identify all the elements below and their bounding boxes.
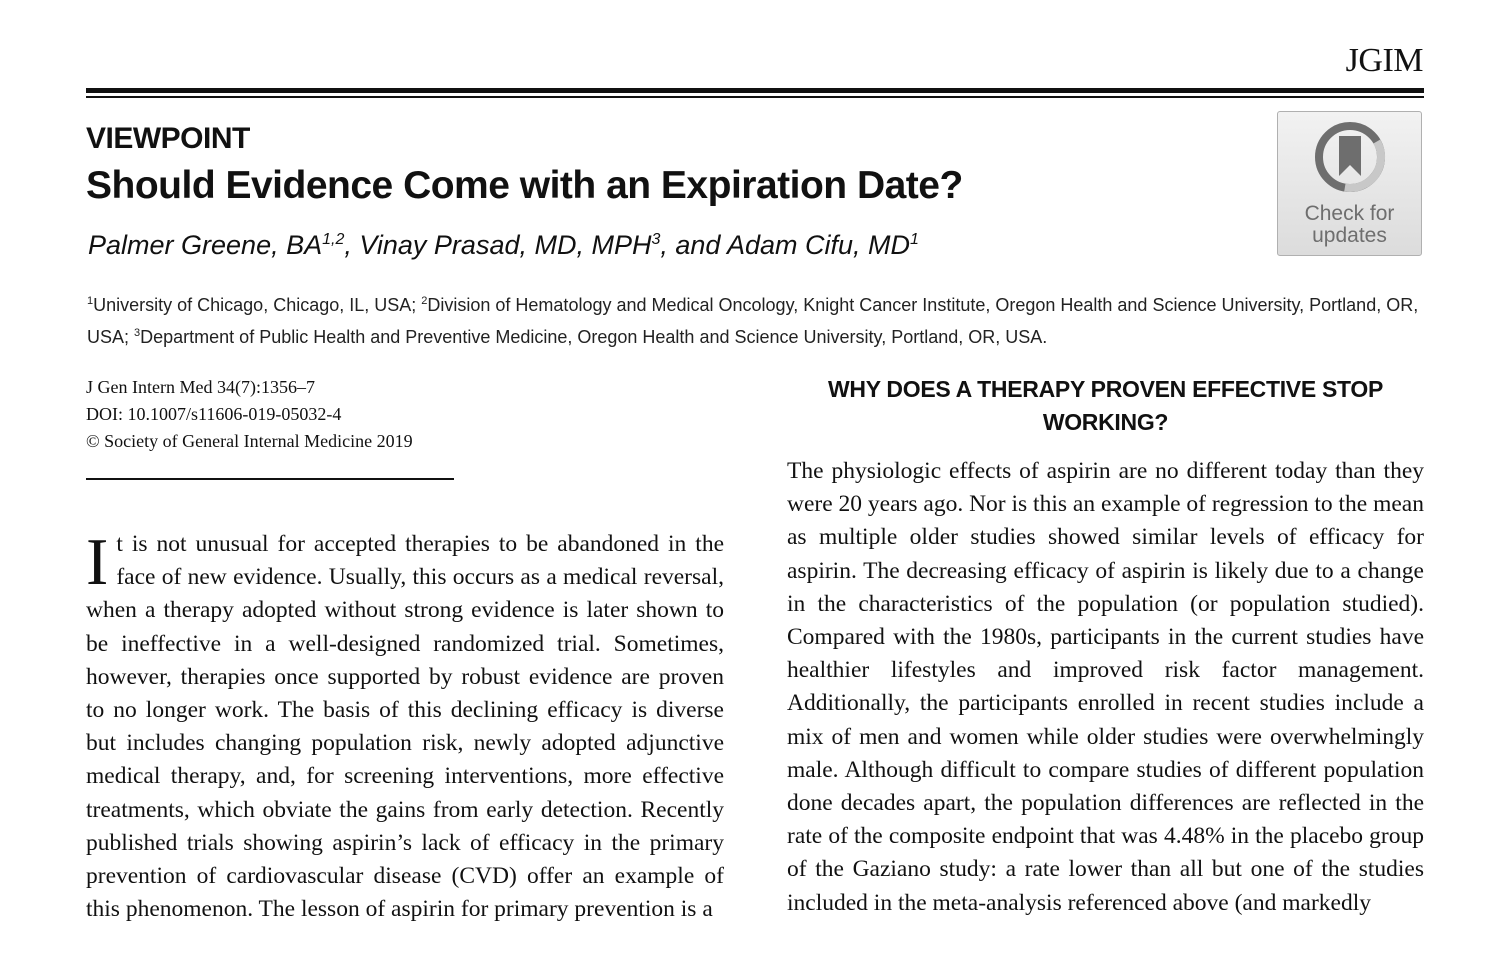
section-heading: WHY DOES A THERAPY PROVEN EFFECTIVE STOP WORKING? <box>827 376 1383 435</box>
affiliation-marker: 1 <box>87 295 94 307</box>
author-affiliation-marker: 1 <box>910 231 919 248</box>
journal-name: JGIM <box>1345 42 1423 79</box>
body-paragraph: t is not unusual for accepted therapies to be abandoned in the face of new evidence. Usually, this occurs as a medical reversal, when a therapy adopted without strong evidence is later shown to be ineffective in a well-designed randomized trial. Sometimes, however, therapies once supported by robust evidence are proven to no longer work. The basis of this declining efficacy is diverse but includes changing population risk, newly adopted adjunctive medical therapy, and, for screening interventions, more effective treatments, which obviate the gains from early detection. Recently published trials showing aspirin’s lack of efficacy in the primary prevention of cardiovascular disease (CVD) offer an example of this phenomenon. The lesson of aspirin for primary prevention is a <box>86 531 724 923</box>
right-column <box>787 455 1424 920</box>
author-name: Palmer Greene, BA <box>88 230 323 260</box>
drop-cap: I <box>86 525 109 599</box>
author-separator: , <box>344 230 360 260</box>
citation-block <box>86 374 413 455</box>
author-affiliation-marker: 3 <box>651 231 661 248</box>
author-affiliation-marker: 1,2 <box>322 231 345 248</box>
citation-rule <box>86 478 454 480</box>
author-name: Adam Cifu, MD <box>726 230 910 260</box>
affiliation-text: University of Chicago, Chicago, IL, USA; <box>93 295 422 315</box>
affiliation-text: Division of Hematology and Medical Oncology, Knight Cancer Institute, Oregon Health and Science University, Portland, OR, USA; <box>87 295 1419 347</box>
article-title: Should Evidence Come with an Expiration Date? <box>86 164 963 207</box>
crossmark-icon <box>1311 118 1389 196</box>
journal-reference: J Gen Intern Med 34(7):1356–7 <box>86 377 315 397</box>
left-column <box>86 525 724 926</box>
header-rule-thick <box>86 88 1424 93</box>
affiliations <box>87 287 1427 351</box>
copyright: © Society of General Internal Medicine 2019 <box>86 431 413 451</box>
affiliation-marker: 2 <box>421 295 428 307</box>
affiliation-text: Department of Public Health and Preventive Medicine, Oregon Health and Science University, Portland, OR, USA. <box>140 327 1048 347</box>
body-paragraph: The physiologic effects of aspirin are no different today than they were 20 years ago. Nor is this an example of regression to the mean as multiple older studies showed similar levels of efficacy for aspirin. The decreasing efficacy of aspirin is likely due to a change in the characteristics of the population (or population studied). Compared with the 1980s, participants in the current studies have healthier lifestyles and improved risk factor management. Additionally, the participants enrolled in recent studies include a mix of men and women while older studies were overwhelmingly male. Although difficult to compare studies of different population done decades apart, the population differences are reflected in the rate of the composite endpoint that was 4.48% in the placebo group of the Gaziano study: a rate lower than all but one of the studies included in the meta-analysis referenced above (and markedly <box>787 458 1424 916</box>
header-rule-thin <box>86 96 1424 98</box>
author-name: Vinay Prasad, MD, MPH <box>359 230 652 260</box>
affiliation-marker: 3 <box>134 327 141 339</box>
doi[interactable]: DOI: 10.1007/s11606-019-05032-4 <box>86 404 342 424</box>
check-for-updates-badge[interactable] <box>1277 111 1422 256</box>
article-type: VIEWPOINT <box>86 122 250 155</box>
author-list <box>88 230 919 261</box>
author-separator: , and <box>660 230 727 260</box>
badge-label: Check for updates <box>1304 202 1395 247</box>
